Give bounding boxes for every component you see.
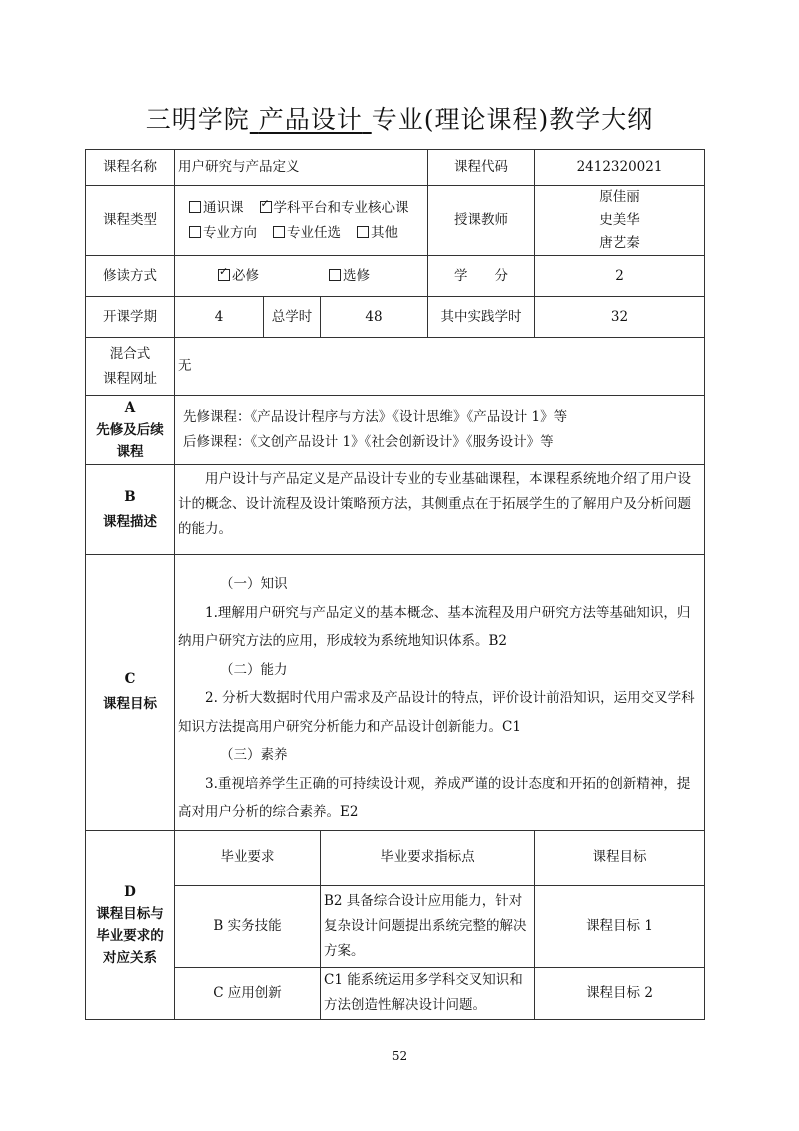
table-row [86, 967, 705, 1019]
goal-ability-text: 2. 分析大数据时代用户需求及产品设计的特点，评价设计前沿知识，运用交叉学科知识方法提高用户研究分析能力和产品设计创新能力。C1 [178, 690, 695, 735]
mapping-requirement: C 应用创新 [175, 967, 321, 1019]
row-course-type [86, 186, 705, 256]
practice-hours-value: 32 [535, 297, 705, 338]
course-type-label: 课程类型 [86, 186, 175, 256]
course-name-label: 课程名称 [86, 150, 175, 186]
mapping-label: D 课程目标与 毕业要求的 对应关系 [86, 830, 175, 1019]
page-number: 52 [391, 1049, 408, 1063]
course-code-value: 2412320021 [535, 150, 705, 186]
prereq-label: A 先修及后续 课程 [86, 396, 175, 465]
practice-hours-label: 其中实践学时 [428, 297, 535, 338]
option-core[interactable]: ✓ 学科平台和专业核心课 [260, 200, 409, 216]
semester-value: 4 [175, 297, 264, 338]
goal-knowledge-heading: （一）知识 [220, 576, 288, 592]
mapping-requirement: B 实务技能 [175, 885, 321, 967]
mapping-goal: 课程目标 1 [535, 885, 705, 967]
teacher-3: 唐艺秦 [599, 235, 640, 251]
checkbox-checked-icon [260, 201, 272, 213]
mapping-indicator: C1 能系统运用多学科交叉知识和方法创造性解决设计问题。 [321, 967, 535, 1019]
checkbox-icon [273, 226, 285, 238]
credit-label: 学 分 [428, 256, 535, 297]
course-goals [175, 555, 705, 831]
semester-label: 开课学期 [86, 297, 175, 338]
mapping-goal: 课程目标 2 [535, 967, 705, 1019]
course-type-options [175, 186, 428, 256]
goal-ability-heading: （二）能力 [220, 661, 288, 678]
course-description: 用户设计与产品定义是产品设计专业的专业基础课程，本课程系统地介绍了用户设计的概念、设计流程及设计策略预方法，其侧重点在于拓展学生的了解用户及分析问题的能力。 [175, 465, 705, 555]
desc-label: B 课程描述 [86, 465, 175, 555]
row-goals [86, 555, 705, 831]
study-mode-options [175, 256, 428, 297]
total-hours-label: 总学时 [264, 297, 321, 338]
row-course-name [86, 150, 705, 186]
option-required[interactable]: ✓ 必修 [218, 268, 259, 284]
mapping-header-goal: 课程目标 [535, 830, 705, 885]
goal-quality-text: 3.重视培养学生正确的可持续设计观，养成严谨的设计态度和开拓的创新精神，提高对用户分析的综合素养。E2 [178, 775, 691, 820]
row-prerequisites [86, 396, 705, 465]
course-name-value: 用户研究与产品定义 [175, 150, 428, 186]
prereq-before: 先修课程：《产品设计程序与方法》《设计思维》《产品设计 1》等 [183, 409, 568, 425]
option-general[interactable]: 通识课 [189, 200, 244, 216]
checkbox-checked-icon [218, 269, 230, 281]
total-hours-value: 48 [321, 297, 428, 338]
mixed-url-value: 无 [175, 338, 705, 396]
goal-quality-heading: （三）素养 [220, 747, 288, 763]
checkbox-icon [189, 201, 201, 213]
goal-knowledge-text: 1.理解用户研究与产品定义的基本概念、基本流程及用户研究方法等基础知识，归纳用户研究方法的应用，形成较为系统地知识体系。B2 [178, 604, 691, 649]
study-mode-label: 修读方式 [86, 256, 175, 297]
syllabus-table [85, 149, 705, 1020]
option-direction[interactable]: 专业方向 [189, 225, 257, 241]
teacher-2: 史美华 [599, 212, 640, 228]
option-elective[interactable]: 专业任选 [273, 225, 341, 241]
option-other[interactable]: 其他 [357, 225, 398, 241]
row-study-mode [86, 256, 705, 297]
teacher-list [535, 186, 705, 256]
title-school: 三明学院 [145, 105, 250, 134]
table-row [86, 885, 705, 967]
checkbox-icon [357, 226, 369, 238]
checkbox-icon [329, 269, 341, 281]
option-optional[interactable]: 选修 [329, 268, 370, 284]
prereq-content [175, 396, 705, 465]
goal-label: C 课程目标 [86, 555, 175, 831]
credit-value: 2 [535, 256, 705, 297]
teacher-label: 授课教师 [428, 186, 535, 256]
prereq-after: 后修课程：《文创产品设计 1》《社会创新设计》《服务设计》等 [183, 434, 554, 450]
row-mixed-url [86, 338, 705, 396]
row-semester [86, 297, 705, 338]
mapping-header-requirement: 毕业要求 [175, 830, 321, 885]
title-major: 产品设计 [258, 105, 363, 134]
mixed-url-label: 混合式 课程网址 [86, 338, 175, 396]
course-code-label: 课程代码 [428, 150, 535, 186]
mapping-header-row [86, 830, 705, 885]
row-description [86, 465, 705, 555]
title-suffix: 专业(理论课程)教学大纲 [371, 105, 654, 134]
checkbox-icon [189, 226, 201, 238]
mapping-header-indicator: 毕业要求指标点 [321, 830, 535, 885]
page-title [0, 100, 799, 136]
teacher-1: 原佳丽 [599, 189, 640, 205]
mapping-indicator: B2 具备综合设计应用能力，针对复杂设计问题提出系统完整的解决方案。 [321, 885, 535, 967]
